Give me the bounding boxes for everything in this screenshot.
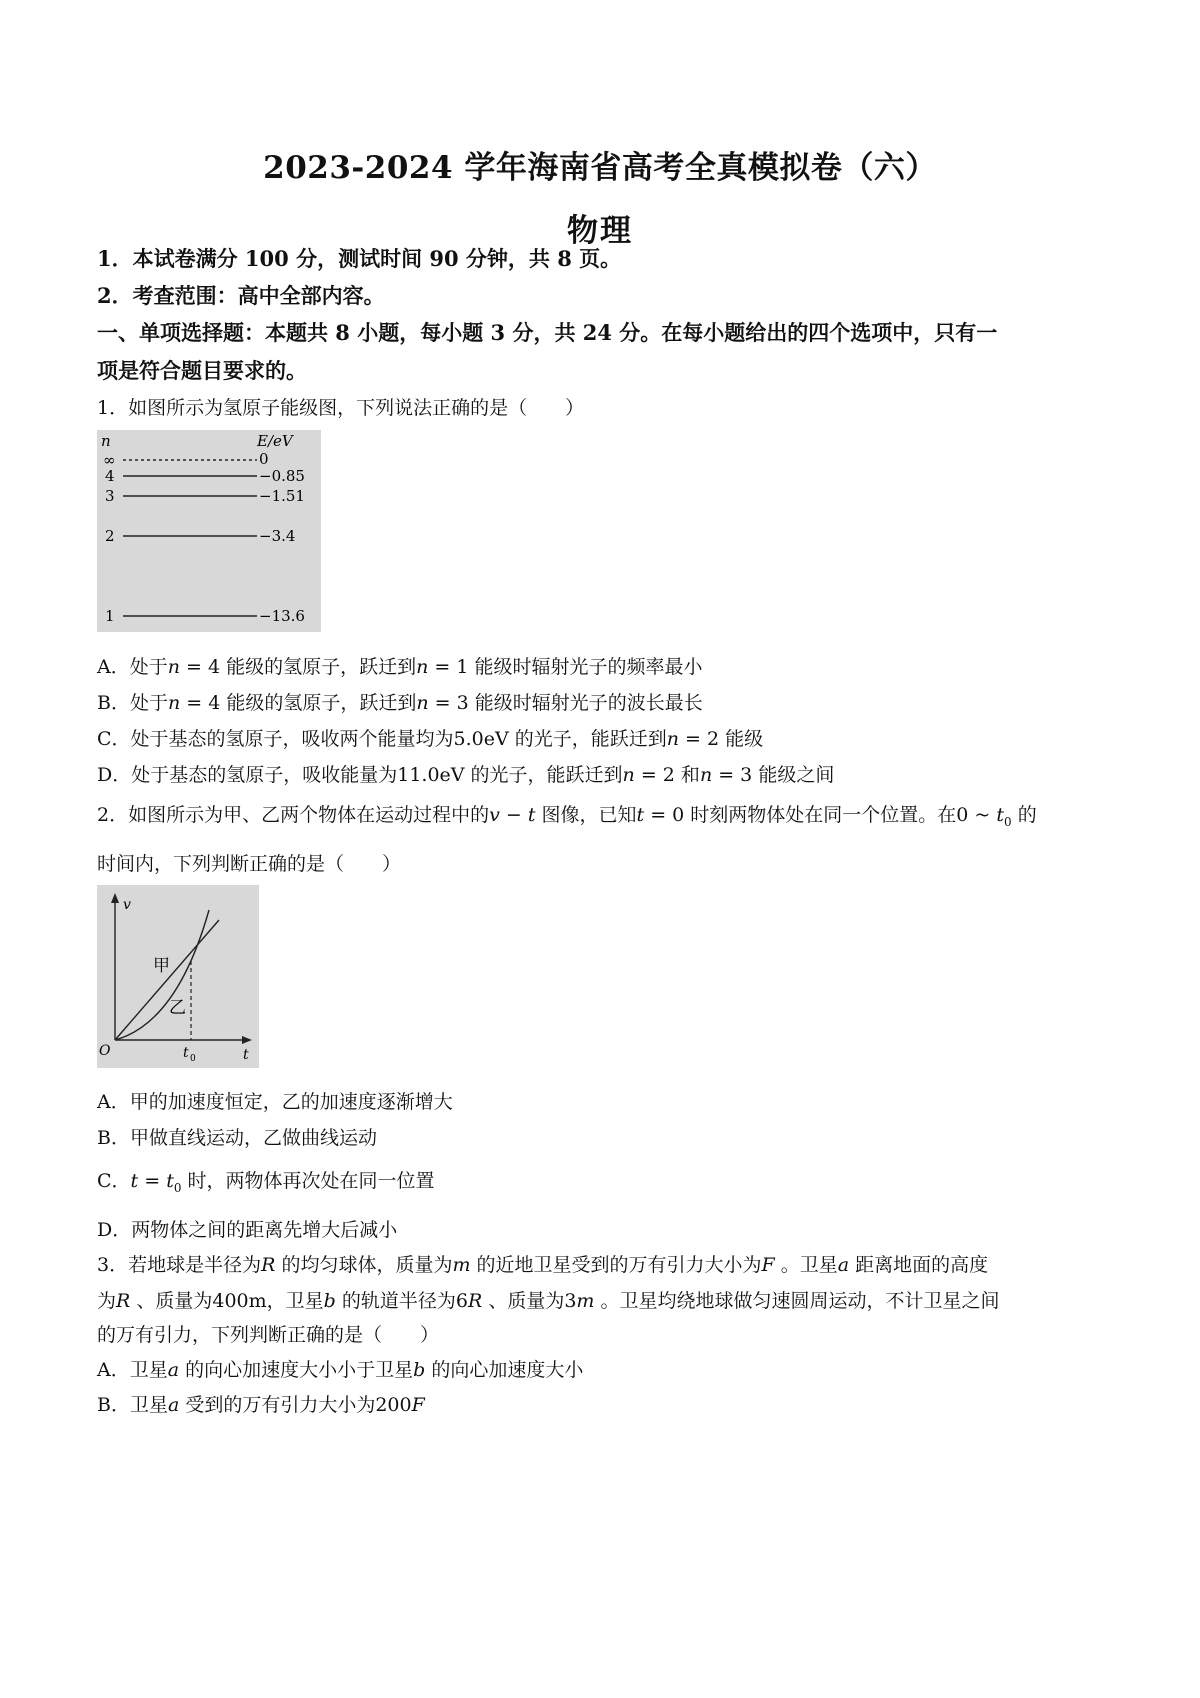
- level-e-2: −3.4: [259, 527, 296, 545]
- line-jia: [115, 920, 219, 1040]
- q2-option-d: D．两物体之间的距离先增大后减小: [97, 1219, 398, 1241]
- q3-option-a: A．卫星a 的向心加速度大小小于卫星b 的向心加速度大小: [97, 1359, 584, 1381]
- q3-stem-line2: 为R 、质量为400m，卫星b 的轨道半径为6R 、质量为3m 。卫星均绕地球做匀速圆周运动，不计卫星之间: [97, 1290, 1000, 1312]
- level-e-4: −0.85: [259, 467, 305, 485]
- q2-stem-line2: 时间内，下列判断正确的是（ ）: [97, 853, 402, 875]
- section-heading-line2: 项是符合题目要求的。: [97, 358, 307, 383]
- q3-stem-line3: 的万有引力，下列判断正确的是（ ）: [97, 1324, 440, 1346]
- level-n-1: 1: [105, 607, 115, 625]
- q1-option-c: C．处于基态的氢原子，吸收两个能量均为5.0eV 的光子，能跃迁到n = 2 能级: [97, 728, 764, 750]
- level-n-2: 2: [105, 527, 115, 545]
- n-axis-label: n: [101, 432, 111, 450]
- level-e-3: −1.51: [259, 487, 305, 505]
- t-axis-label: t: [243, 1047, 249, 1063]
- energy-level-diagram: [97, 430, 321, 632]
- velocity-time-graph: [97, 885, 259, 1068]
- q1-option-a: A．处于n = 4 能级的氢原子，跃迁到n = 1 能级时辐射光子的频率最小: [97, 656, 703, 678]
- q3-stem-line1: 3．若地球是半径为R 的均匀球体，质量为m 的近地卫星受到的万有引力大小为F 。卫星a 距离地面的高度: [97, 1254, 989, 1276]
- level-n-inf: ∞: [103, 451, 116, 469]
- level-e-1: −13.6: [259, 607, 305, 625]
- level-n-3: 3: [105, 487, 115, 505]
- origin-label: O: [99, 1043, 111, 1059]
- label-jia: 甲: [153, 956, 170, 976]
- q1-stem: 1．如图所示为氢原子能级图，下列说法正确的是（ ）: [97, 397, 585, 419]
- vt-graph-svg: [97, 885, 259, 1068]
- t0-label: t: [183, 1045, 189, 1061]
- subject-title: 物理: [567, 213, 633, 249]
- level-n-4: 4: [105, 467, 115, 485]
- v-axis-arrow: [111, 893, 119, 903]
- t0-sub: 0: [190, 1054, 196, 1064]
- level-e-inf: 0: [259, 450, 269, 468]
- q1-option-b: B．处于n = 4 能级的氢原子，跃迁到n = 3 能级时辐射光子的波长最长: [97, 692, 703, 714]
- instruction-1: 1．本试卷满分 100 分，测试时间 90 分钟，共 8 页。: [97, 246, 622, 271]
- q2-stem-line1: 2．如图所示为甲、乙两个物体在运动过程中的v − t 图像，已知t = 0 时刻两物体处在同一个位置。在0 ~ $t_0$ 的: [97, 804, 1037, 829]
- instruction-2: 2．考查范围：高中全部内容。: [97, 283, 385, 308]
- section-heading-line1: 一、单项选择题：本题共 8 小题，每小题 3 分，共 24 分。在每小题给出的四个选项中，只有一: [97, 320, 998, 345]
- q2-option-a: A．甲的加速度恒定，乙的加速度逐渐增大: [97, 1091, 453, 1113]
- q1-option-d: D．处于基态的氢原子，吸收能量为11.0eV 的光子，能跃迁到n = 2 和n = 3 能级之间: [97, 764, 835, 786]
- v-axis-label: v: [123, 897, 131, 913]
- q3-option-b: B．卫星a 受到的万有引力大小为200F: [97, 1394, 425, 1416]
- energy-level-svg: [97, 430, 321, 632]
- t-axis-arrow: [242, 1036, 252, 1044]
- energy-axis-label: E/eV: [257, 432, 293, 450]
- q2-option-c: C．$t = t_0$ 时，两物体再次处在同一位置: [97, 1170, 435, 1195]
- q2-option-b: B．甲做直线运动，乙做曲线运动: [97, 1127, 377, 1149]
- exam-title: 2023-2024 学年海南省高考全真模拟卷（六）: [263, 150, 937, 186]
- label-yi: 乙: [169, 998, 186, 1018]
